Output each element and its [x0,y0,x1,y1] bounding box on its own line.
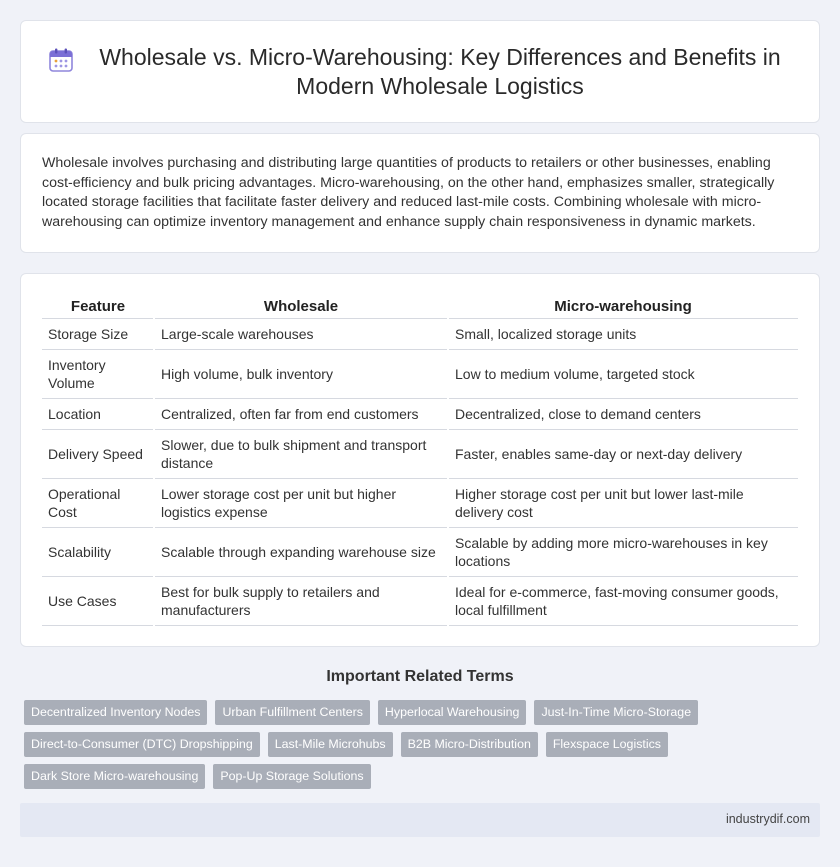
table-cell: Small, localized storage units [448,318,798,349]
table-cell: Operational Cost [42,478,154,527]
related-term-tag[interactable]: Urban Fulfillment Centers [215,700,369,725]
table-cell: Low to medium volume, targeted stock [448,349,798,398]
tag-row [24,764,824,789]
table-cell: Ideal for e-commerce, fast-moving consumer goods, local fulfillment [448,576,798,625]
related-term-tag[interactable]: Dark Store Micro-warehousing [24,764,205,789]
intro-paragraph: Wholesale involves purchasing and distributing large quantities of products to retailers or other businesses, enabling cost-efficiency and bulk pricing advantages. Micro-warehousing, on the other hand, emphasizes smaller, strategically located storage facilities that facilitate faster delivery and reduced last-mile costs. Combining wholesale with micro-warehousing can optimize inventory management and enhance supply chain responsiveness in dynamic markets. [42,155,775,230]
table-cell: Best for bulk supply to retailers and manufacturers [154,576,448,625]
header-wholesale: Wholesale [154,296,448,318]
comparison-table [42,296,798,626]
footer-site-link[interactable]: industrydif.com [725,812,810,826]
table-cell: Decentralized, close to demand centers [448,398,798,429]
tag-row [24,732,824,757]
table-row [42,527,798,576]
table-row [42,398,798,429]
tag-row [24,700,824,725]
related-term-tag[interactable]: Decentralized Inventory Nodes [24,700,207,725]
table-row [42,349,798,398]
table-cell: Inventory Volume [42,349,154,398]
related-terms-title: Important Related Terms [326,668,514,685]
table-cell: Large-scale warehouses [154,318,448,349]
related-term-tag[interactable]: Pop-Up Storage Solutions [213,764,370,789]
table-row [42,429,798,478]
header-feature: Feature [42,296,154,318]
table-row [42,318,798,349]
table-cell: Slower, due to bulk shipment and transport distance [154,429,448,478]
related-term-tag[interactable]: Flexspace Logistics [546,732,668,757]
related-terms-list [24,700,824,796]
table-cell: Scalability [42,527,154,576]
related-term-tag[interactable]: Just-In-Time Micro-Storage [534,700,698,725]
table-cell: Higher storage cost per unit but lower last-mile delivery cost [448,478,798,527]
page-title: Wholesale vs. Micro-Warehousing: Key Differences and Benefits in Modern Wholesale Logistics [99,43,781,99]
related-term-tag[interactable]: Hyperlocal Warehousing [378,700,527,725]
table-cell: Centralized, often far from end customers [154,398,448,429]
title-card [20,20,820,123]
related-term-tag[interactable]: Direct-to-Consumer (DTC) Dropshipping [24,732,260,757]
table-cell: High volume, bulk inventory [154,349,448,398]
footer [20,803,820,837]
table-cell: Faster, enables same-day or next-day delivery [448,429,798,478]
title-wrapper [21,21,819,122]
table-cell: Location [42,398,154,429]
related-term-tag[interactable]: B2B Micro-Distribution [401,732,538,757]
header-micro-warehousing: Micro-warehousing [448,296,798,318]
comparison-card [20,273,820,647]
table-row [42,478,798,527]
related-term-tag[interactable]: Last-Mile Microhubs [268,732,393,757]
intro-card [20,133,820,253]
table-cell: Lower storage cost per unit but higher logistics expense [154,478,448,527]
table-cell: Scalable by adding more micro-warehouses in key locations [448,527,798,576]
table-cell: Scalable through expanding warehouse size [154,527,448,576]
table-cell: Delivery Speed [42,429,154,478]
table-header-row [42,296,798,318]
table-cell: Storage Size [42,318,154,349]
table-row [42,576,798,625]
table-cell: Use Cases [42,576,154,625]
